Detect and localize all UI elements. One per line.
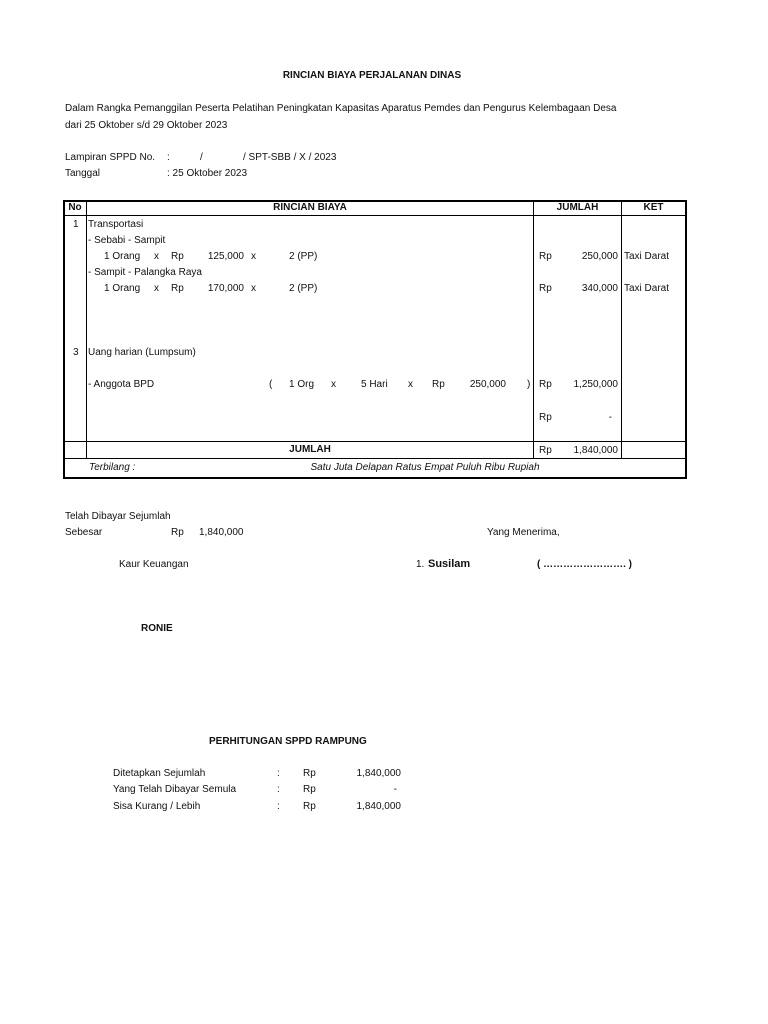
lampiran-value: / SPT-SBB / X / 2023	[243, 152, 337, 163]
perhitungan-colon: :	[277, 801, 280, 812]
route-name: - Sebabi - Sampit	[88, 235, 166, 246]
lampiran-colon: :	[167, 152, 170, 163]
yang-menerima-label: Yang Menerima,	[487, 527, 560, 538]
page-title: RINCIAN BIAYA PERJALANAN DINAS	[282, 70, 462, 81]
route-price: 125,000	[207, 251, 244, 262]
rp-label: Rp	[539, 251, 552, 262]
recipient-number: 1.	[416, 559, 425, 570]
header-jumlah: JUMLAH	[556, 202, 599, 213]
anggota-org: 1 Org	[289, 379, 315, 390]
transport-title: Transportasi	[88, 219, 144, 230]
perhitungan-colon: :	[277, 768, 280, 779]
rp-label: Rp	[539, 379, 552, 390]
anggota-name: - Anggota BPD	[88, 379, 155, 390]
multiply-sign: x	[251, 251, 256, 262]
lampiran-slash: /	[200, 152, 203, 163]
open-paren: (	[269, 379, 273, 390]
row-no: 1	[73, 219, 79, 230]
route-ket: Taxi Darat	[624, 283, 670, 294]
route-qty: 2 (PP)	[289, 283, 318, 294]
route-total: 340,000	[581, 283, 618, 294]
anggota-hari: 5 Hari	[361, 379, 388, 390]
route-ket: Taxi Darat	[624, 251, 670, 262]
row-no: 3	[73, 347, 79, 358]
perhitungan-value: 1,840,000	[356, 801, 401, 812]
lumpsum-title: Uang harian (Lumpsum)	[88, 347, 196, 358]
header-rincian: RINCIAN BIAYA	[273, 202, 347, 213]
route-price: 170,000	[207, 283, 244, 294]
route-count: 1 Orang	[104, 251, 141, 262]
jumlah-total: 1,840,000	[573, 445, 618, 456]
route-count: 1 Orang	[104, 283, 141, 294]
signature-line: ( ……………………. )	[537, 559, 632, 570]
rp-label: Rp	[303, 768, 316, 779]
perhitungan-label: Yang Telah Dibayar Semula	[113, 784, 237, 795]
jumlah-label: JUMLAH	[289, 444, 331, 455]
multiply-sign: x	[154, 251, 159, 262]
multiply-sign: x	[408, 379, 413, 390]
rp-label: Rp	[303, 784, 316, 795]
rp-label: Rp	[303, 801, 316, 812]
route-name: - Sampit - Palangka Raya	[88, 267, 202, 278]
recipient-name: Susilam	[428, 558, 471, 570]
perhitungan-title: PERHITUNGAN SPPD RAMPUNG	[209, 736, 367, 747]
kaur-keuangan-label: Kaur Keuangan	[119, 559, 189, 570]
route-qty: 2 (PP)	[289, 251, 318, 262]
payment-amount: 1,840,000	[199, 527, 244, 538]
rp-label: Rp	[171, 527, 184, 538]
rp-label: Rp	[539, 283, 552, 294]
terbilang-value: Satu Juta Delapan Ratus Empat Puluh Ribu Rupiah	[310, 462, 540, 473]
perhitungan-colon: :	[277, 784, 280, 795]
anggota-total: 1,250,000	[573, 379, 618, 390]
header-no: No	[68, 202, 82, 213]
telah-dibayar-label: Telah Dibayar Sejumlah	[65, 511, 171, 522]
perhitungan-label: Sisa Kurang / Lebih	[113, 801, 201, 812]
tanggal-label: Tanggal	[65, 168, 101, 179]
multiply-sign: x	[154, 283, 159, 294]
blank-total: -	[608, 412, 612, 423]
rp-label: Rp	[432, 379, 445, 390]
intro-line-1: Dalam Rangka Pemanggilan Peserta Pelatihan Peningkatan Kapasitas Aparatus Pemdes dan Pengurus Kelembagaan Desa	[65, 103, 617, 114]
perhitungan-value: 1,840,000	[356, 768, 401, 779]
kaur-name: RONIE	[141, 623, 173, 634]
rp-label: Rp	[171, 283, 184, 294]
intro-line-2: dari 25 Oktober s/d 29 Oktober 2023	[65, 120, 228, 131]
perhitungan-label: Ditetapkan Sejumlah	[113, 768, 206, 779]
rp-label: Rp	[539, 445, 552, 456]
multiply-sign: x	[331, 379, 336, 390]
rp-label: Rp	[539, 412, 552, 423]
anggota-price: 250,000	[469, 379, 506, 390]
close-paren: )	[527, 379, 531, 390]
terbilang-label: Terbilang :	[89, 462, 136, 473]
tanggal-value: : 25 Oktober 2023	[167, 168, 248, 179]
perhitungan-value: -	[393, 784, 397, 795]
route-total: 250,000	[581, 251, 618, 262]
multiply-sign: x	[251, 283, 256, 294]
lampiran-label: Lampiran SPPD No.	[65, 152, 156, 163]
sebesar-label: Sebesar	[65, 527, 103, 538]
header-ket: KET	[643, 202, 664, 213]
rp-label: Rp	[171, 251, 184, 262]
